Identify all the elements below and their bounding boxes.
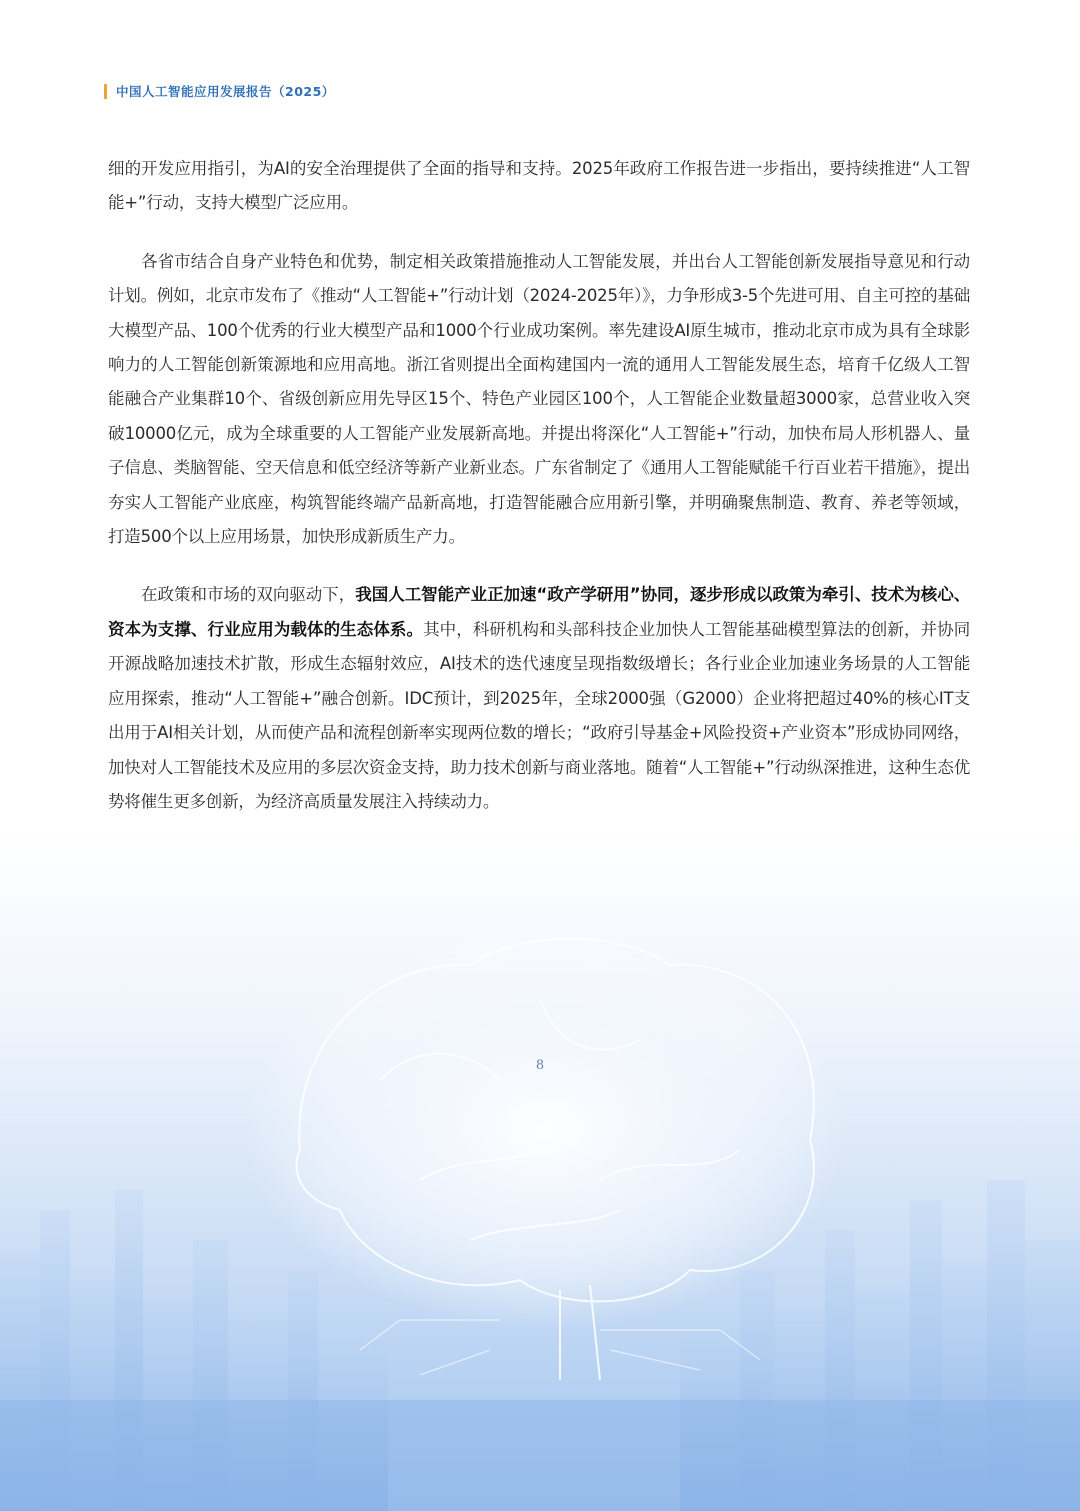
body-paragraph [108,245,970,555]
body-paragraph [108,152,970,221]
paragraph-text: 各省市结合自身产业特色和优势，制定相关政策措施推动人工智能发展，并出台人工智能创新发展指导意见和行动计划。例如，北京市发布了《推动“人工智能+”行动计划（2024-2025年）》，力争形成3-5个先进可用、自主可控的基础大模型产品、100个优秀的行业大模型产品和1000个行业成功案例。率先建设AI原生城市，推动北京市成为具有全球影响力的人工智能创新策源地和应用高地。浙江省则提出全面构建国内一流的通用人工智能发展生态，培育千亿级人工智能融合产业集群10个、省级创新应用先导区15个、特色产业园区100个，人工智能企业数量超3000家，总营业收入突破10000亿元，成为全球重要的人工智能产业发展新高地。并提出将深化“人工智能+”行动，加快布局人形机器人、量子信息、类脑智能、空天信息和低空经济等新产业新业态。广东省制定了《通用人工智能赋能千行百业若干措施》，提出夯实人工智能产业底座，构筑智能终端产品新高地，打造智能融合应用新引擎，并明确聚焦制造、教育、养老等领域，打造500个以上应用场景，加快形成新质生产力。 [108,251,970,547]
body-paragraph [108,578,970,819]
paragraph-text: 在政策和市场的双向驱动下， [141,585,356,605]
paragraph-text: 其中，科研机构和头部科技企业加快人工智能基础模型算法的创新，并协同开源战略加速技术扩散，形成生态辐射效应，AI技术的迭代速度呈现指数级增长；各行业企业加速业务场景的人工智能应用探索，推动“人工智能+”融合创新。IDC预计，到2025年，全球2000强（G2000）企业将把超过40%的核心IT支出用于AI相关计划，从而使产品和流程创新率实现两位数的增长；“政府引导基金+风险投资+产业资本”形成协同网络，加快对人工智能技术及应用的多层次资金支持，助力技术创新与商业落地。随着“人工智能+”行动纵深推进，这种生态优势将催生更多创新，为经济高质量发展注入持续动力。 [108,619,970,811]
header-accent-bar [104,84,107,99]
emphasized-text: 我国人工智能产业正加速“政产学研用”协同，逐步形成以政策为牵引、技术为核心、资本为支撑、行业应用为载体的生态体系。 [108,585,970,639]
running-header [104,80,335,102]
report-title: 中国人工智能应用发展报告（2025） [116,84,335,99]
paragraph-text: 细的开发应用指引，为AI的安全治理提供了全面的指导和支持。2025年政府工作报告进一步指出，要持续推进“人工智能+”行动，支持大模型广泛应用。 [108,159,970,213]
body-text [108,152,970,843]
page-number: 8 [535,1058,545,1073]
